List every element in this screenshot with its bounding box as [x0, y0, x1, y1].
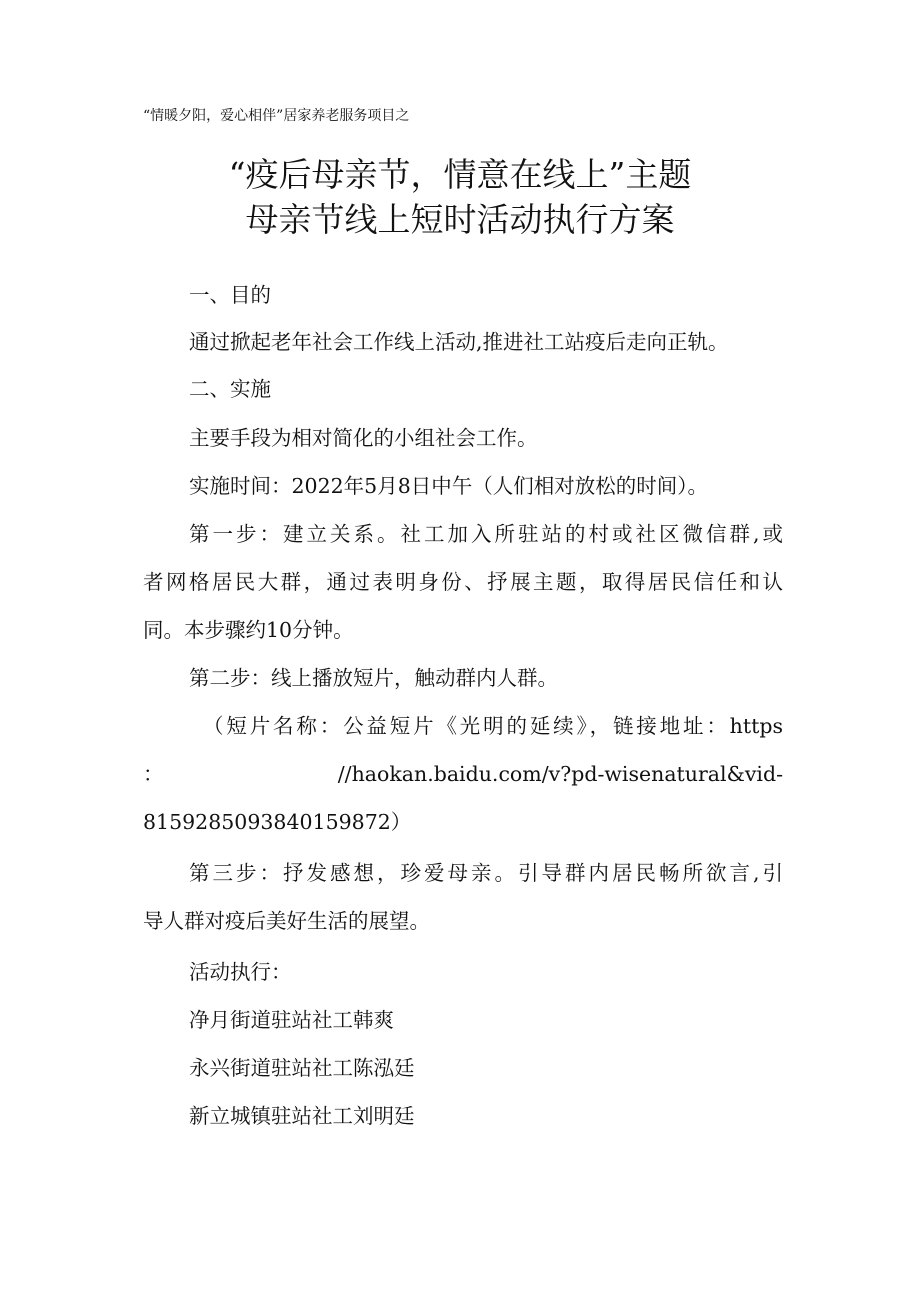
time-text: 实施时间：2022年5月8日中午（人们相对放松的时间）。 — [189, 474, 709, 498]
step2-line-4: 8159285093840159872） — [143, 810, 412, 834]
step3-line-1: 第三步：抒发感想，珍爱母亲。引导群内居民畅所欲言,引 — [189, 861, 783, 885]
step1-line-1: 第一步：建立关系。社工加入所驻站的村或社区微信群,或 — [189, 522, 783, 546]
method-text: 主要手段为相对简化的小组社会工作。 — [189, 426, 538, 450]
header-note: “情暖夕阳，爱心相伴”居家养老服务项目之 — [143, 108, 410, 124]
step2-line-1: 第二步：线上播放短片，触动群内人群。 — [189, 666, 558, 690]
step2-line-2: （短片名称：公益短片《光明的延续》，链接地址：https — [203, 714, 783, 738]
staff-item: 净月街道驻站社工韩爽 — [189, 1008, 394, 1032]
section-heading-purpose: 一、目的 — [189, 283, 271, 307]
document-title-line-2: 母亲节线上短时活动执行方案 — [245, 200, 675, 239]
purpose-text: 通过掀起老年社会工作线上活动,推进社工站疫后走向正轨。 — [189, 330, 729, 354]
staff-item: 新立城镇驻站社工刘明廷 — [189, 1104, 415, 1128]
step1-line-3: 同。本步骤约10分钟。 — [143, 618, 354, 642]
section-heading-implementation: 二、实施 — [189, 377, 271, 401]
step2-link-colon: ： — [143, 762, 164, 786]
document-title-line-1: “疫后母亲节，情意在线上”主题 — [228, 155, 692, 194]
step1-line-2: 者网格居民大群，通过表明身份、抒展主题，取得居民信任和认 — [143, 570, 783, 594]
staff-item: 永兴街道驻站社工陈泓廷 — [189, 1056, 415, 1080]
step2-link-url: //haokan.baidu.com/v?pd-wisenatural&vid- — [337, 762, 783, 786]
execution-label: 活动执行： — [189, 960, 292, 984]
step3-line-2: 导人群对疫后美好生活的展望。 — [143, 909, 430, 933]
step2-link-row — [143, 759, 783, 789]
